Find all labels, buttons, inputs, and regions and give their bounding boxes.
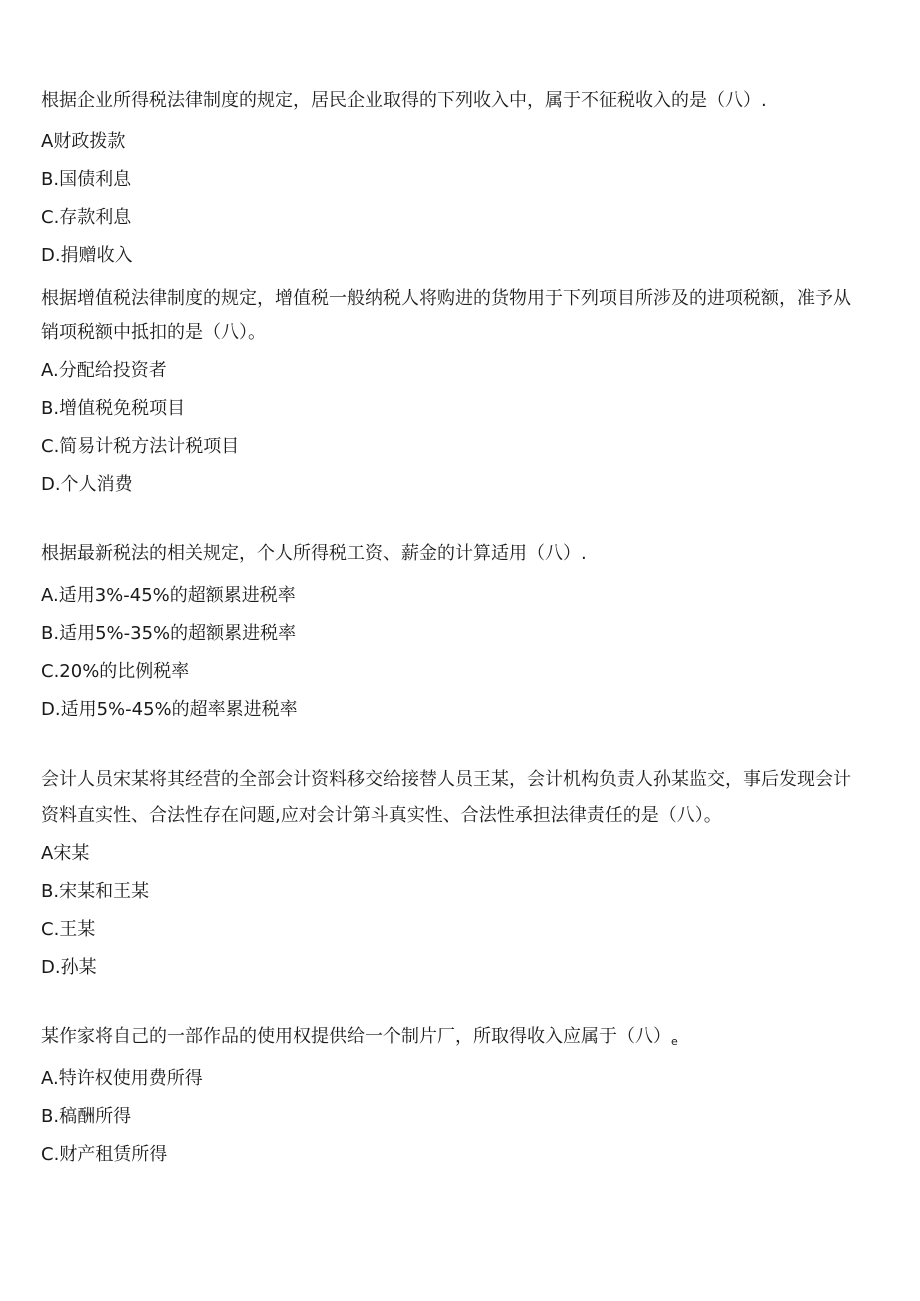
question-4-stem-line-2: 资料直实性、合法性存在问题,应对会计第斗真实性、合法性承担法律责任的是（八）。 [41,805,722,826]
question-2-stem-line-2: 销项税额中抵扣的是（八）。 [41,322,266,343]
question-5-option-c: C.财产租赁所得 [41,1144,168,1165]
question-1-option-c: C.存款利息 [41,207,132,228]
question-4-option-a: A宋某 [41,843,90,864]
question-5-stem-text: 某作家将自己的一部作品的使用权提供给一个制片厂，所取得收入应属于（八） [41,1026,671,1047]
question-3-stem: 根据最新税法的相关规定，个人所得税工资、薪金的计算适用（八）. [41,543,587,564]
question-4-option-b: B.宋某和王某 [41,881,150,902]
question-4-option-c: C.王某 [41,919,96,940]
question-3-option-b: B.适用5%-35%的超额累进税率 [41,623,297,644]
question-2-option-a: A.分配给投资者 [41,360,167,381]
question-5-option-a: A.特许权使用费所得 [41,1068,203,1089]
question-5-stem-suffix: e [671,1035,678,1048]
question-1-option-a: A财政拨款 [41,131,126,152]
question-2-option-d: D.个人消费 [41,474,133,495]
question-3-option-c: C.20%的比例税率 [41,661,190,682]
question-3-option-d: D.适用5%-45%的超率累进税率 [41,699,298,720]
question-4-option-d: D.孙某 [41,957,97,978]
question-1-option-d: D.捐赠收入 [41,245,133,266]
question-2-option-b: B.增值税免税项目 [41,398,186,419]
question-3-option-a: A.适用3%-45%的超额累进税率 [41,585,296,606]
question-2-option-c: C.简易计税方法计税项目 [41,436,240,457]
question-1-stem: 根据企业所得税法律制度的规定，居民企业取得的下列收入中，属于不征税收入的是（八）. [41,90,767,111]
question-4-stem-line-1: 会计人员宋某将其经营的全部会计资料移交给接替人员王某，会计机构负责人孙某监交，事后发现会计 [41,769,851,790]
question-5-stem [41,1025,678,1054]
question-5-option-b: B.稿酬所得 [41,1106,132,1127]
question-2-stem-line-1: 根据增值税法律制度的规定，增值税一般纳税人将购进的货物用于下列项目所涉及的进项税额，准予从 [41,288,851,309]
question-1-option-b: B.国债利息 [41,169,132,190]
